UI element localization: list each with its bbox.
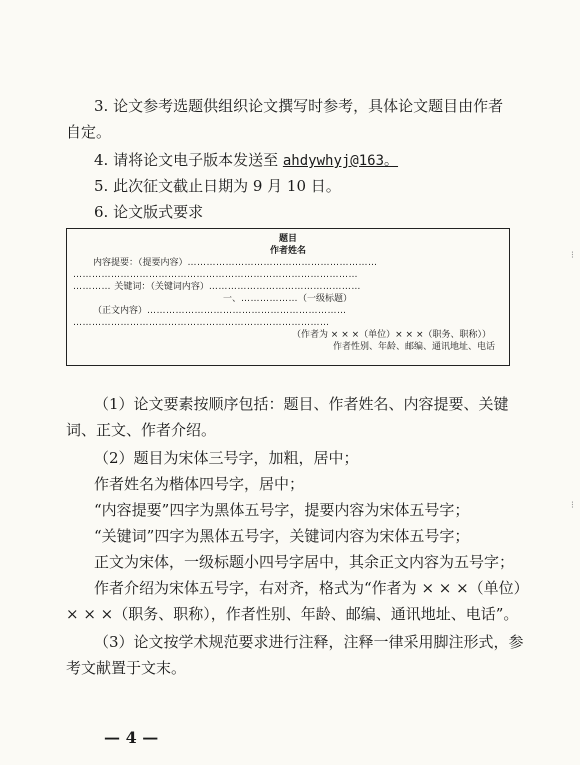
box-author-name: 作者姓名 bbox=[269, 246, 306, 256]
box-heading bbox=[223, 293, 352, 305]
req-2-line-2: 作者姓名为楷体四号字，居中； bbox=[94, 475, 305, 493]
req-2-line-3: “内容提要”四字为黑体五号字，提要内容为宋体五号字； bbox=[94, 501, 470, 519]
box-heading-label: （一级标题） bbox=[298, 294, 353, 304]
page-number: — 4 — bbox=[104, 728, 159, 747]
req-2-line-4: “关键词”四字为黑体五号字，关键词内容为宋体五号字； bbox=[94, 527, 470, 545]
box-abstract-label: 内容提要：（提要内容） bbox=[93, 258, 188, 268]
dotted-line: ……………………………………………………………………… bbox=[73, 318, 330, 328]
margin-mark: ⁝ bbox=[570, 250, 574, 261]
item-6: 6. 论文版式要求 bbox=[94, 203, 204, 221]
box-keywords bbox=[73, 281, 361, 293]
dotted-leader: ………… bbox=[73, 282, 115, 292]
item-4-prefix: 4. 请将论文电子版本发送至 bbox=[94, 151, 279, 169]
dotted-leader: ……………………………………………………… bbox=[147, 306, 347, 316]
req-1-line-1: （1）论文要素按顺序包括：题目、作者姓名、内容提要、关键 bbox=[94, 395, 509, 413]
box-keywords-label: 关键词：（关键词内容） bbox=[114, 282, 209, 292]
req-1-line-2: 词、正文、作者介绍。 bbox=[66, 421, 217, 439]
box-title: 题目 bbox=[278, 234, 297, 244]
dotted-line: ……………………………………………………………………………… bbox=[73, 270, 358, 280]
item-4 bbox=[94, 150, 398, 171]
dotted-leader: …………………………………………………… bbox=[187, 258, 378, 268]
box-body-label: （正文内容） bbox=[93, 306, 148, 316]
box-abstract bbox=[93, 257, 378, 269]
box-heading-prefix: 一、 bbox=[223, 294, 242, 304]
box-author-info: （作者为 × × ×（单位）× × ×（职务、职称）） bbox=[291, 330, 491, 340]
item-3-line-2: 自定。 bbox=[66, 123, 112, 141]
box-body bbox=[93, 305, 347, 317]
item-5: 5. 此次征文截止日期为 9 月 10 日。 bbox=[94, 177, 341, 195]
item-3-line-1: 3. 论文参考选题供组织论文撰写时参考，具体论文题目由作者 bbox=[94, 97, 504, 115]
email-address: ahdywhyj@163。 bbox=[282, 153, 399, 169]
req-2-line-5: 正文为宋体，一级标题小四号字居中，其余正文内容为五号字； bbox=[94, 553, 515, 571]
dotted-leader: ……………… bbox=[241, 294, 299, 304]
req-2-line-1: （2）题目为宋体三号字，加粗，居中； bbox=[94, 449, 359, 467]
req-2-line-7: × × ×（职务、职称），作者性别、年龄、邮编、通讯地址、电话”。 bbox=[66, 605, 519, 623]
box-author-details: 作者性别、年龄、邮编、通讯地址、电话 bbox=[332, 342, 495, 352]
format-example-box bbox=[66, 228, 510, 366]
req-3-line-1: （3）论文按学术规范要求进行注释，注释一律采用脚注形式，参 bbox=[94, 633, 524, 651]
req-2-line-6: 作者介绍为宋体五号字，右对齐，格式为“作者为 × × ×（单位） bbox=[94, 579, 529, 597]
dotted-leader: ………………………………………… bbox=[208, 282, 361, 292]
req-3-line-2: 考文献置于文末。 bbox=[66, 659, 187, 677]
margin-mark: ⁝ bbox=[570, 500, 574, 511]
